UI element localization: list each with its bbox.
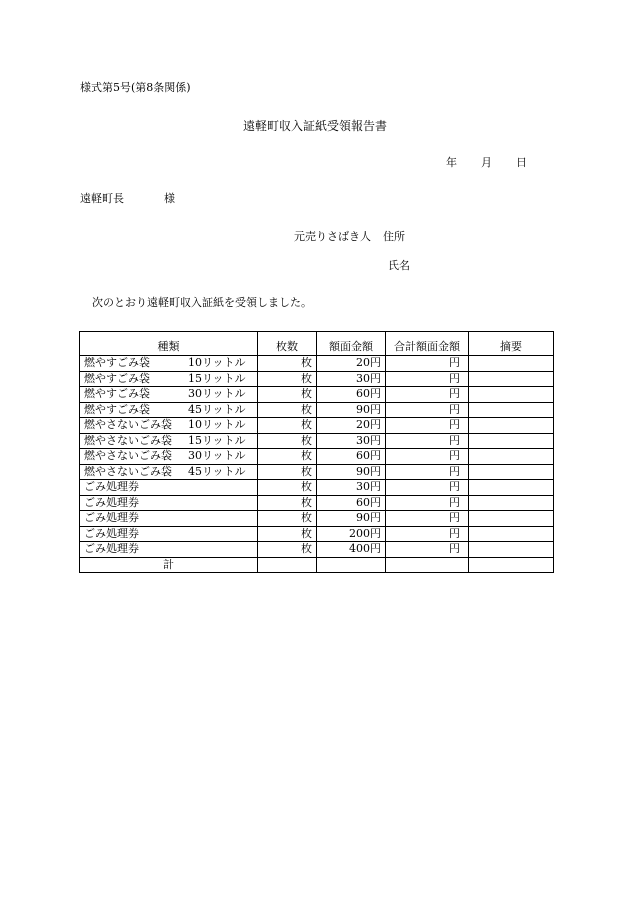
- item-size: 45リットル: [188, 464, 246, 478]
- total-amount-cell[interactable]: [386, 557, 469, 573]
- table-body: [80, 356, 554, 573]
- report-table: [79, 331, 554, 573]
- face-value-cell: 90円: [317, 464, 386, 480]
- table-row: [80, 542, 554, 558]
- face-value-cell: 60円: [317, 449, 386, 465]
- type-cell: [80, 480, 258, 496]
- item-name: ごみ処理券: [84, 511, 139, 525]
- table-row: [80, 526, 554, 542]
- remarks-cell[interactable]: [469, 511, 554, 527]
- item-name: ごみ処理券: [84, 480, 139, 494]
- document-title: 遠軽町収入証紙受領報告書: [242, 119, 387, 133]
- seller-address-line: [294, 230, 405, 244]
- item-name: 燃やさないごみ袋: [84, 433, 172, 447]
- total-value-cell[interactable]: 円: [386, 387, 469, 403]
- face-value-cell: 30円: [317, 480, 386, 496]
- header-total-value: 合計額面金額: [386, 332, 469, 356]
- type-cell: [80, 402, 258, 418]
- table-row: [80, 387, 554, 403]
- face-value-cell: 30円: [317, 433, 386, 449]
- table-row: [80, 511, 554, 527]
- type-cell: [80, 449, 258, 465]
- count-cell[interactable]: 枚: [258, 511, 317, 527]
- table-row: [80, 418, 554, 434]
- table-row: [80, 371, 554, 387]
- total-value-cell[interactable]: 円: [386, 480, 469, 496]
- type-cell: [80, 356, 258, 372]
- count-cell[interactable]: 枚: [258, 402, 317, 418]
- face-value-cell: 20円: [317, 418, 386, 434]
- item-name: 燃やさないごみ袋: [84, 418, 172, 432]
- item-size: 15リットル: [188, 433, 246, 447]
- item-name: ごみ処理券: [84, 526, 139, 540]
- type-cell: [80, 387, 258, 403]
- item-name: 燃やすごみ袋: [84, 371, 150, 385]
- header-face-value: 額面金額: [317, 332, 386, 356]
- count-cell[interactable]: 枚: [258, 464, 317, 480]
- count-cell[interactable]: 枚: [258, 480, 317, 496]
- face-value-cell: 90円: [317, 402, 386, 418]
- total-label: 計: [80, 557, 258, 573]
- remarks-cell[interactable]: [469, 464, 554, 480]
- header-count: 枚数: [258, 332, 317, 356]
- table-row: [80, 495, 554, 511]
- item-name: 燃やすごみ袋: [84, 356, 150, 370]
- item-name: ごみ処理券: [84, 542, 139, 556]
- face-value-cell: 200円: [317, 526, 386, 542]
- header-remarks: 摘要: [469, 332, 554, 356]
- table-row: [80, 356, 554, 372]
- total-remarks-cell[interactable]: [469, 557, 554, 573]
- face-value-cell: 60円: [317, 495, 386, 511]
- seller-role: 元売りさばき人: [294, 230, 371, 243]
- remarks-cell[interactable]: [469, 526, 554, 542]
- addressee-name: 遠軽町長: [80, 192, 124, 205]
- type-cell: [80, 511, 258, 527]
- date-month: 月: [481, 156, 492, 169]
- face-value-cell: 90円: [317, 511, 386, 527]
- face-value-cell: 30円: [317, 371, 386, 387]
- item-name: 燃やさないごみ袋: [84, 449, 172, 463]
- face-value-cell: 60円: [317, 387, 386, 403]
- count-cell[interactable]: 枚: [258, 495, 317, 511]
- item-size: 45リットル: [188, 402, 246, 416]
- count-cell[interactable]: 枚: [258, 387, 317, 403]
- item-size: 30リットル: [188, 449, 246, 463]
- total-value-cell[interactable]: 円: [386, 356, 469, 372]
- face-value-cell: 20円: [317, 356, 386, 372]
- item-name: 燃やすごみ袋: [84, 387, 150, 401]
- date-year: 年: [446, 156, 457, 169]
- type-cell: [80, 371, 258, 387]
- remarks-cell[interactable]: [469, 371, 554, 387]
- total-value-cell[interactable]: 円: [386, 449, 469, 465]
- date-line: [446, 156, 527, 170]
- total-value-cell[interactable]: 円: [386, 402, 469, 418]
- remarks-cell[interactable]: [469, 387, 554, 403]
- total-face-cell: [317, 557, 386, 573]
- item-name: 燃やさないごみ袋: [84, 464, 172, 478]
- item-size: 10リットル: [188, 418, 246, 432]
- remarks-cell[interactable]: [469, 418, 554, 434]
- table-row: [80, 449, 554, 465]
- item-size: 30リットル: [188, 387, 246, 401]
- face-value-cell: 400円: [317, 542, 386, 558]
- type-cell: [80, 526, 258, 542]
- item-name: 燃やすごみ袋: [84, 402, 150, 416]
- total-value-cell[interactable]: 円: [386, 433, 469, 449]
- statement-text: 次のとおり遠軽町収入証紙を受領しました。: [92, 296, 312, 309]
- total-count-cell[interactable]: [258, 557, 317, 573]
- count-cell[interactable]: 枚: [258, 526, 317, 542]
- type-cell: [80, 542, 258, 558]
- remarks-cell[interactable]: [469, 356, 554, 372]
- count-cell[interactable]: 枚: [258, 542, 317, 558]
- item-size: 15リットル: [188, 371, 246, 385]
- seller-name-label: 氏名: [388, 259, 410, 272]
- remarks-cell[interactable]: [469, 495, 554, 511]
- addressee: [80, 192, 175, 206]
- count-cell[interactable]: 枚: [258, 418, 317, 434]
- form-number: 様式第5号(第8条関係): [80, 81, 191, 94]
- remarks-cell[interactable]: [469, 480, 554, 496]
- table-row: [80, 480, 554, 496]
- table-row: [80, 433, 554, 449]
- table-row: [80, 402, 554, 418]
- addressee-honorific: 様: [164, 192, 175, 205]
- table-header-row: [80, 332, 554, 356]
- header-type: 種類: [80, 332, 258, 356]
- item-name: ごみ処理券: [84, 495, 139, 509]
- total-value-cell[interactable]: 円: [386, 464, 469, 480]
- total-value-cell[interactable]: 円: [386, 526, 469, 542]
- table-row: [80, 464, 554, 480]
- seller-address-label: 住所: [383, 230, 405, 243]
- remarks-cell[interactable]: [469, 402, 554, 418]
- total-row: [80, 557, 554, 573]
- remarks-cell[interactable]: [469, 433, 554, 449]
- type-cell: [80, 418, 258, 434]
- count-cell[interactable]: 枚: [258, 433, 317, 449]
- type-cell: [80, 495, 258, 511]
- total-value-cell[interactable]: 円: [386, 495, 469, 511]
- total-value-cell[interactable]: 円: [386, 542, 469, 558]
- total-value-cell[interactable]: 円: [386, 418, 469, 434]
- total-value-cell[interactable]: 円: [386, 371, 469, 387]
- total-value-cell[interactable]: 円: [386, 511, 469, 527]
- count-cell[interactable]: 枚: [258, 356, 317, 372]
- remarks-cell[interactable]: [469, 542, 554, 558]
- type-cell: [80, 464, 258, 480]
- item-size: 10リットル: [188, 356, 246, 370]
- type-cell: [80, 433, 258, 449]
- count-cell[interactable]: 枚: [258, 371, 317, 387]
- date-day: 日: [516, 156, 527, 169]
- count-cell[interactable]: 枚: [258, 449, 317, 465]
- remarks-cell[interactable]: [469, 449, 554, 465]
